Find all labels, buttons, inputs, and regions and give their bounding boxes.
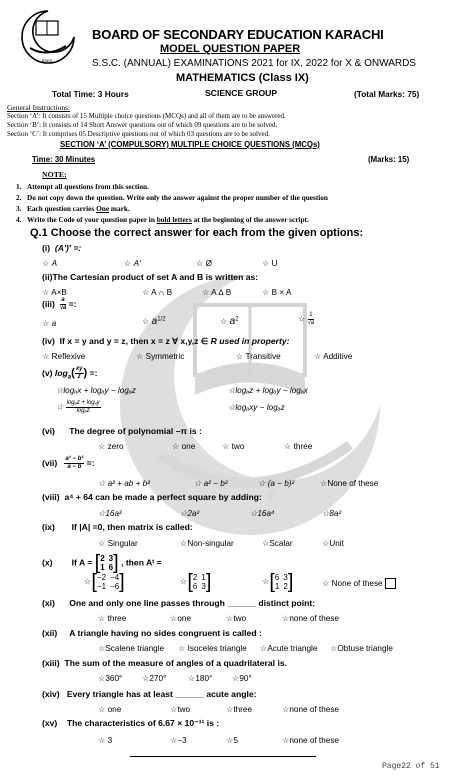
option-v-b: ☆logₐz + logₐy − logₐx	[228, 386, 308, 395]
option-viii-c: ☆16a⁴	[250, 509, 275, 518]
option-xiii-b: ☆270°	[142, 674, 167, 683]
option-xiv-a: ☆ one	[98, 705, 122, 714]
board-title: BOARD OF SECONDARY EDUCATION KARACHI	[92, 27, 384, 42]
option-v-c: ☆ $\frac{\text{logₐz + logₐy}}{\text{logₐz}}$	[56, 400, 100, 414]
option-iv-a: ☆ Reflexive	[42, 352, 86, 361]
note-item-4: 4. Write the Code of your question paper in bold letters at the beginning of the answer script.	[16, 215, 309, 224]
option-vi-b: ☆ one	[172, 442, 196, 451]
option-vii-b: ☆ a² − b²	[194, 479, 228, 488]
option-ii-c: ☆ A ∆ B	[202, 288, 232, 297]
page-number: Page22 of 51	[382, 762, 440, 771]
option-xi-a: ☆ three	[98, 614, 127, 623]
option-xii-c: ☆Acute triangle	[260, 644, 318, 653]
option-ix-b: ☆Non-singular	[180, 539, 234, 548]
option-xiv-b: ☆two	[170, 705, 191, 714]
option-x-d: ☆ None of these	[322, 578, 396, 589]
question-ix: (ix) If |A| =0, then matrix is called:	[42, 522, 193, 532]
option-v-a: ☆logₐx + logₐy − logₐz	[56, 386, 136, 395]
option-ii-b: ☆ A ∩ B	[142, 288, 173, 297]
footer-divider	[130, 756, 316, 757]
option-xii-a: ☆Scalene triangle	[98, 644, 165, 653]
option-iv-d: ☆ Additive	[314, 352, 353, 361]
question-v: (v) $\log_a$( $\frac{xy}{z}$ ) =:	[42, 366, 98, 381]
question-x: (x) If A = [ 2 3 1 6 ] , then Aᵗ =	[42, 552, 162, 574]
question-i: (i) (A′)′ =:	[42, 243, 82, 253]
option-i-a: ☆ A	[42, 259, 58, 268]
option-xii-d: ☆Obtuse triangle	[330, 644, 393, 653]
note-title: NOTE:	[42, 170, 67, 179]
option-xiii-a: ☆360°	[98, 674, 123, 683]
option-xiii-c: ☆180°	[188, 674, 213, 683]
option-iv-b: ☆ Symmetric	[136, 352, 185, 361]
option-xiii-d: ☆90°	[232, 674, 252, 683]
total-time: Total Time: 3 Hours	[52, 89, 129, 99]
note-item-2: 2. Do not copy down the question. Write only the answer against the proper number of the question	[16, 193, 328, 202]
option-x-c: ☆ [ 6 3 1 2 ]	[262, 571, 294, 593]
question-xiv: (xiv) Every triangle has at least ______ acute angle:	[42, 689, 257, 699]
option-xv-b: ☆−3	[170, 736, 187, 745]
general-instructions-title: General Instructions:	[7, 103, 71, 112]
option-iii-a: ☆ a	[42, 319, 57, 328]
general-line-a: Section ‘A’: It consists of 15 Multiple choice questions (MCQs) and all of them are to be answered.	[7, 112, 286, 120]
option-xiv-d: ☆none of these	[282, 705, 339, 714]
option-ix-a: ☆ Singular	[98, 539, 138, 548]
section-a-title: SECTION ‘A’ (COMPULSORY) MULTIPLE CHOICE QUESTIONS (MCQs)	[60, 140, 320, 149]
option-vi-d: ☆ three	[284, 442, 313, 451]
section-marks: (Marks: 15)	[368, 155, 410, 164]
note-item-1: 1. Attempt all questions from this section.	[16, 182, 149, 191]
question-iii: (iii) $\frac{a}{√a}$ =:	[42, 297, 77, 311]
svg-text:BSEK: BSEK	[41, 58, 53, 63]
bsek-logo-icon	[16, 8, 78, 64]
question-xi: (xi) One and only one line passes through ______ distinct point:	[42, 598, 316, 608]
option-v-d: ☆logₐxy − logₐz	[228, 403, 285, 412]
option-vii-a: ☆ a² + ab + b²	[98, 479, 150, 488]
option-iv-c: ☆ Transitive	[236, 352, 281, 361]
question-viii: (viii) a⁴ + 64 can be made a perfect square by adding:	[42, 492, 262, 502]
option-xv-c: ☆5	[226, 736, 238, 745]
question-xv: (xv) The characteristics of 6.67 × 10⁻¹¹ is :	[42, 718, 220, 728]
option-iii-d: ☆ $\frac{1}{√a}$	[298, 312, 315, 326]
question-xiii: (xiii) The sum of the measure of angles of a quadrilateral is.	[42, 658, 287, 668]
option-xi-d: ☆none of these	[282, 614, 339, 623]
option-xii-b: ☆ Isoceles triangle	[178, 644, 247, 653]
option-i-b: ☆ A′	[124, 259, 141, 268]
general-line-b: Section ‘B’: It consists of 14 Short Answer questions out of which 09 questions are to be solved.	[7, 121, 278, 129]
option-ii-d: ☆ B × A	[262, 288, 292, 297]
option-vi-a: ☆ zero	[98, 442, 124, 451]
exam-title: S.S.C. (ANNUAL) EXAMINATIONS 2021 for IX, 2022 for X & ONWARDS	[92, 58, 416, 69]
paper-type-title: MODEL QUESTION PAPER	[160, 43, 301, 55]
option-ii-a: ☆ A×B	[42, 288, 67, 297]
option-xiv-c: ☆three	[226, 705, 253, 714]
question-xii: (xii) A triangle having no sides congruent is called :	[42, 628, 262, 638]
group-label: SCIENCE GROUP	[205, 88, 278, 98]
option-vi-c: ☆ two	[222, 442, 245, 451]
question-iv: (iv) If x = y and y = z, then x = z ∀ x,y,z ∈ R used in property:	[42, 336, 290, 346]
question-vii: (vii) $\frac{\text{a³ − b³}}{a - b}$ =:	[42, 456, 95, 470]
total-marks: (Total Marks: 75)	[354, 89, 420, 99]
option-xv-d: ☆none of these	[282, 736, 339, 745]
option-i-d: ☆ U	[262, 259, 278, 268]
option-viii-d: ☆8a²	[322, 509, 342, 518]
option-x-b: ☆ [ 2 1 6 3 ]	[180, 571, 212, 593]
option-xi-c: ☆two	[226, 614, 247, 623]
option-viii-a: ☆16a²	[98, 509, 122, 518]
option-vii-d: ☆None of these	[320, 479, 379, 488]
q1-heading: Q.1 Choose the correct answer for each from the given options:	[30, 227, 364, 239]
subject-title: MATHEMATICS (Class IX)	[176, 72, 309, 84]
note-item-3: 3. Each question carries One mark.	[16, 204, 130, 213]
option-xv-a: ☆ 3	[98, 736, 113, 745]
question-vi: (vi) The degree of polynomial –π is :	[42, 426, 202, 436]
option-vii-c: ☆ (a − b)²	[258, 479, 295, 488]
option-viii-b: ☆2a²	[180, 509, 200, 518]
option-x-a: ☆ [ −2 −4 −1 −6 ]	[84, 571, 125, 593]
option-xi-b: ☆one	[170, 614, 192, 623]
question-ii: (ii)The Cartesian product of set A and B is written as:	[42, 272, 259, 282]
general-line-c: Section ‘C’: It comprises 05 Descriptive questions out of which 03 questions are to be solved.	[7, 130, 270, 138]
option-iii-b: ☆ $a^{1/2}$	[142, 316, 166, 327]
option-iii-c: ☆ $a^2$	[220, 316, 239, 327]
option-ix-c: ☆Scalar	[262, 539, 293, 548]
option-i-c: ☆ Ø	[196, 259, 212, 268]
option-ix-d: ☆Unit	[322, 539, 344, 548]
section-time: Time: 30 Minutes	[32, 155, 96, 164]
